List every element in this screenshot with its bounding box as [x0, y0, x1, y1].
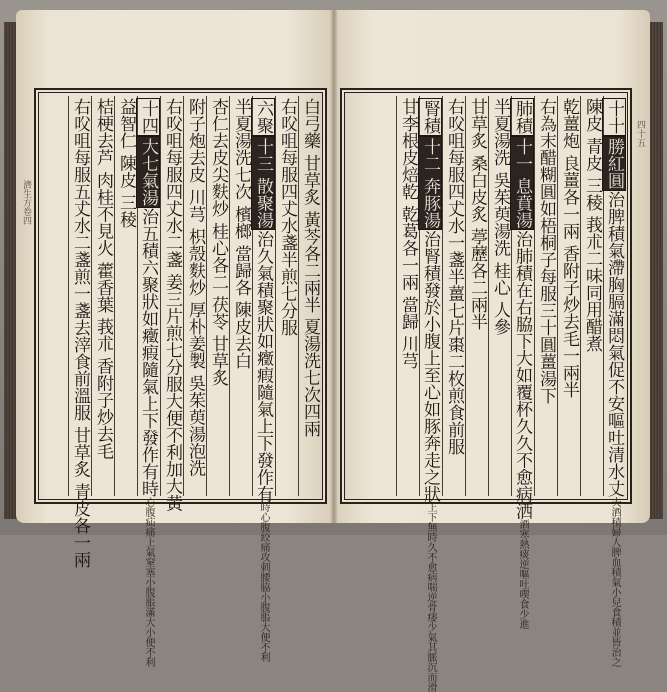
column-text: 甘李根皮焙乾 乾葛各一兩 當歸 川芎 — [398, 98, 418, 370]
column-text: 白弓藥 甘草炙 黃芩各二兩半 夏湯洗七次四兩 — [300, 98, 320, 438]
left-text-column — [68, 96, 91, 568]
left-text-column — [137, 96, 160, 667]
right-text-column — [534, 96, 557, 496]
left-text-frame — [34, 88, 327, 667]
left-spine-mark: 濟生方卷四 — [21, 180, 31, 225]
column-text: 治肺積在右脇下大如覆杯久久不愈病洒 — [512, 230, 532, 520]
right-text-column — [465, 96, 488, 496]
left-text-column — [206, 96, 229, 496]
right-text-column — [419, 96, 442, 692]
recipe-title-label: 十三 散聚湯 — [253, 138, 273, 229]
right-text-column — [511, 96, 534, 630]
left-text-column — [275, 96, 298, 496]
column-text: 右㕮咀每服四𠀋水一盞半薑七片棗二枚煎食前服 — [444, 98, 464, 455]
left-text-column — [160, 96, 183, 512]
section-label: 十十 — [604, 100, 624, 134]
left-text-column — [114, 96, 137, 496]
left-text-column — [298, 96, 321, 496]
right-text-column — [557, 96, 580, 496]
column-text: 益智仁 陳皮 三稜 — [116, 98, 136, 228]
recipe-title-label: 十一 息賁湯 — [512, 138, 532, 229]
column-text: 治脾積氣滯胸膈滿悶氣促不安嘔吐清水丈 — [604, 191, 624, 497]
column-text: 附子炮去皮 川芎 枳殼麩炒 厚朴姜製 吳茱萸湯泡洗 — [185, 98, 205, 477]
recipe-title-label: 勝紅圓 — [604, 138, 624, 189]
right-columns — [346, 96, 626, 692]
section-label: 肺積 — [512, 100, 532, 134]
column-text: 甘草炙 桑白皮炙 葶藶各二兩半 — [467, 98, 487, 330]
column-text: 治五積六聚狀如癥瘕隨氣上下發作有時 — [138, 208, 158, 497]
column-text: 治腎積發於小腹上至心如豚奔走之狀 — [420, 230, 440, 503]
column-continuation: 心腹疝痛上氣窒塞小腹脹滿大小便不利 — [143, 497, 154, 667]
column-continuation: 夫酒積婦人脾血積氣小兒食積並皆治之 — [609, 497, 620, 667]
right-text-column — [442, 96, 465, 496]
column-text: 陳皮 青皮 三稜 莪朮二味同用醋煮 — [582, 98, 602, 353]
left-columns — [40, 96, 321, 667]
right-text-column — [396, 96, 419, 496]
recipe-title-label: 十二 奔豚湯 — [420, 138, 440, 229]
column-continuation: 時心腹絞痛攻刺腰脇小腹脹大便不利 — [258, 502, 269, 663]
column-text: 右為末醋糊圓如梧桐子每服三十圓薑湯下 — [536, 98, 556, 404]
column-text: 治久氣積聚狀如癥瘕隨氣上下發作有 — [253, 230, 273, 503]
column-continuation: 上下無時久不愈病喘逆骨痿少氣其脈沉而滑 — [425, 502, 436, 692]
page-edges-right — [649, 22, 663, 519]
left-text-column — [183, 96, 206, 496]
left-text-column — [229, 96, 252, 496]
left-text-column — [91, 96, 114, 496]
right-text-column — [580, 96, 603, 496]
section-label: 十四 — [138, 100, 158, 134]
section-label: 腎積 — [420, 100, 440, 134]
recipe-title-label: 大七氣湯 — [138, 138, 158, 206]
column-text: 杏仁去皮尖麩炒 桂心各二 茯苓 甘草炙 — [208, 98, 228, 387]
column-text: 右㕮咀每服五𠀋水二盞煎一盞去滓食前溫服 甘草炙 青皮各一兩 — [70, 98, 90, 568]
column-text: 半夏湯洗七次 檳榔 當歸各 陳皮去白 — [231, 98, 251, 370]
book-gutter — [330, 10, 338, 523]
right-text-column — [603, 96, 626, 667]
column-text: 乾薑炮 良薑各一兩 香附子炒去毛一兩半 — [559, 98, 579, 398]
column-text: 半夏湯洗 吳茱萸湯洗 桂心 人參 — [490, 98, 510, 336]
column-text: 桔梗去芦 肉桂不見火 藿香葉 莪朮 香附子炒去毛 — [93, 98, 113, 460]
section-label: 六聚 — [253, 100, 273, 134]
left-text-column — [252, 96, 275, 663]
right-text-frame — [340, 88, 632, 692]
column-continuation: 酒寒熱痰逆嘔吐喫食少進 — [517, 519, 528, 630]
right-text-column — [488, 96, 511, 496]
right-spine-mark: 四十五 — [635, 120, 645, 147]
column-text: 右㕮咀每服四𠀋水盞半煎七分服 — [277, 98, 297, 336]
column-text: 右㕮咀每服四𠀋水二盞 姜三片煎七分服大便不利加大黃 — [162, 98, 182, 512]
